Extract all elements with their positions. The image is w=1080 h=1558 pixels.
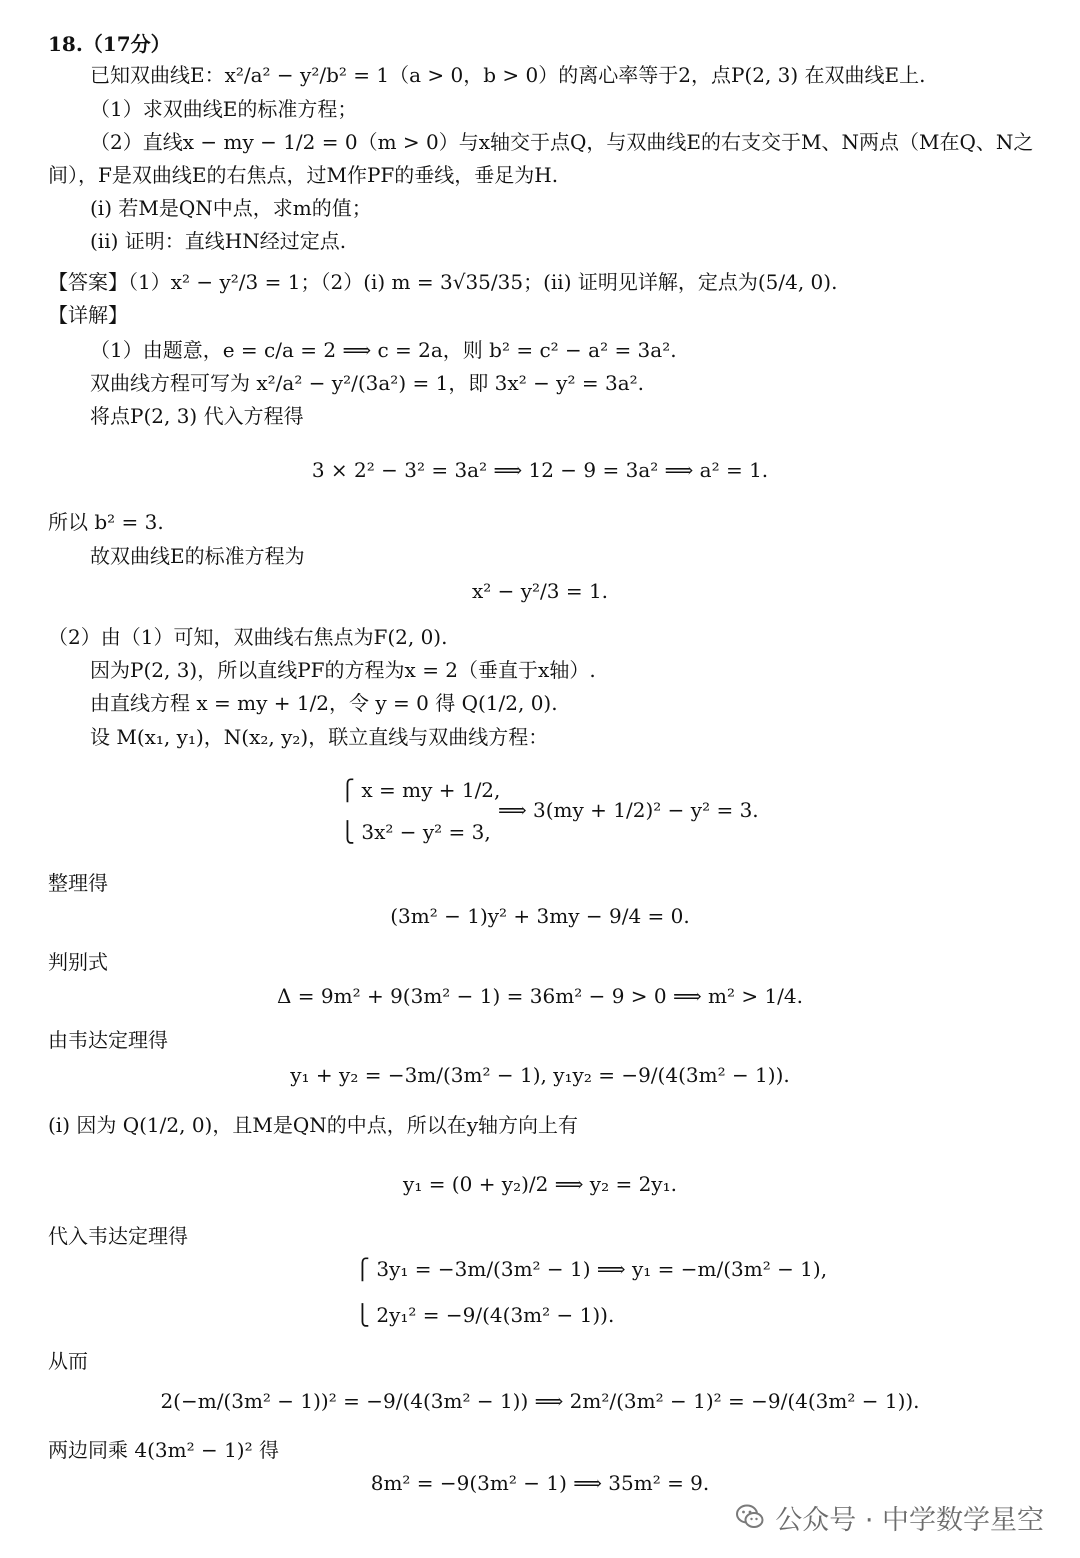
text-line: 两边同乘 4(3m² − 1)² 得 <box>48 1438 279 1462</box>
text-line: 所以 b² = 3. <box>48 510 164 534</box>
watermark-text: 公众号 · 中学数学星空 <box>775 1504 1044 1536</box>
text-line: (ii) 证明：直线HN经过定点. <box>90 229 347 253</box>
text-line: 双曲线方程可写为 x²/a² − y²/(3a²) = 1，即 3x² − y² = 3a². <box>90 371 644 395</box>
text-line: 因为P(2, 3)，所以直线PF的方程为x = 2（垂直于x轴）. <box>90 658 596 682</box>
text-line: y₁ + y₂ = −3m/(3m² − 1), y₁y₂ = −9/(4(3m² − 1)). <box>290 1063 790 1087</box>
text-line: （1）求双曲线E的标准方程； <box>90 97 358 121</box>
text-line: 间），F是双曲线E的右焦点，过M作PF的垂线，垂足为H. <box>48 163 559 187</box>
text-line: (3m² − 1)y² + 3my − 9/4 = 0. <box>390 904 690 928</box>
text-line: x² − y²/3 = 1. <box>471 579 609 603</box>
wechat-icon <box>735 1502 765 1532</box>
text-line: (i) 因为 Q(1/2, 0)，且M是QN的中点，所以在y轴方向上有 <box>48 1113 579 1137</box>
text-line: 由韦达定理得 <box>48 1028 168 1052</box>
text-line: 已知双曲线E：x²/a² − y²/b² = 1（a > 0，b > 0）的离心率等于2，点P(2, 3) 在双曲线E上. <box>90 63 926 87</box>
text-line: Δ = 9m² + 9(3m² − 1) = 36m² − 9 > 0 ⟹ m² > 1/4. <box>276 984 803 1008</box>
text-line: 由直线方程 x = my + 1/2，令 y = 0 得 Q(1/2, 0). <box>90 691 558 715</box>
text-line: （1）由题意，e = c/a = 2 ⟹ c = 2a，则 b² = c² − a² = 3a². <box>90 338 677 362</box>
text-line: 【详解】 <box>48 303 128 327</box>
text-line: 设 M(x₁, y₁)，N(x₂, y₂)，联立直线与双曲线方程： <box>90 725 549 749</box>
text-line: （2）直线x − my − 1/2 = 0（m > 0）与x轴交于点Q，与双曲线E的右支交于M、N两点（M在Q、N之 <box>90 130 1034 154</box>
text-line: 故双曲线E的标准方程为 <box>90 544 305 568</box>
text-line: ⎧ 3y₁ = −3m/(3m² − 1) ⟹ y₁ = −m/(3m² − 1), <box>355 1257 828 1281</box>
text-line: ⎩ 3x² − y² = 3, <box>340 820 491 844</box>
text-line: (i) 若M是QN中点，求m的值； <box>90 196 372 220</box>
text-line: 代入韦达定理得 <box>48 1224 188 1248</box>
text-line: ⎩ 2y₁² = −9/(4(3m² − 1)). <box>355 1303 615 1327</box>
text-line: 将点P(2, 3) 代入方程得 <box>90 404 304 428</box>
text-line: 2(−m/(3m² − 1))² = −9/(4(3m² − 1)) ⟹ 2m²/(3m² − 1)² = −9/(4(3m² − 1)). <box>160 1389 920 1413</box>
text-line: 判别式 <box>48 950 108 974</box>
watermark <box>735 1499 1044 1535</box>
text-line: 8m² = −9(3m² − 1) ⟹ 35m² = 9. <box>370 1471 710 1495</box>
text-line: 18.（17分） <box>48 32 171 56</box>
text-line: 3 × 2² − 3² = 3a² ⟹ 12 − 9 = 3a² ⟹ a² = 1. <box>311 458 769 482</box>
text-line: 从而 <box>48 1349 88 1373</box>
text-line: 【答案】（1）x² − y²/3 = 1；（2）(i) m = 3√35/35；(ii) 证明见详解，定点为(5/4, 0). <box>48 270 838 294</box>
text-line: y₁ = (0 + y₂)/2 ⟹ y₂ = 2y₁. <box>403 1172 677 1196</box>
text-line: （2）由（1）可知，双曲线右焦点为F(2, 0). <box>48 625 448 649</box>
text-line: 整理得 <box>48 871 108 895</box>
text-line: ⎧ x = my + 1/2, <box>340 778 501 802</box>
text-line: ⟹ 3(my + 1/2)² − y² = 3. <box>498 798 759 822</box>
